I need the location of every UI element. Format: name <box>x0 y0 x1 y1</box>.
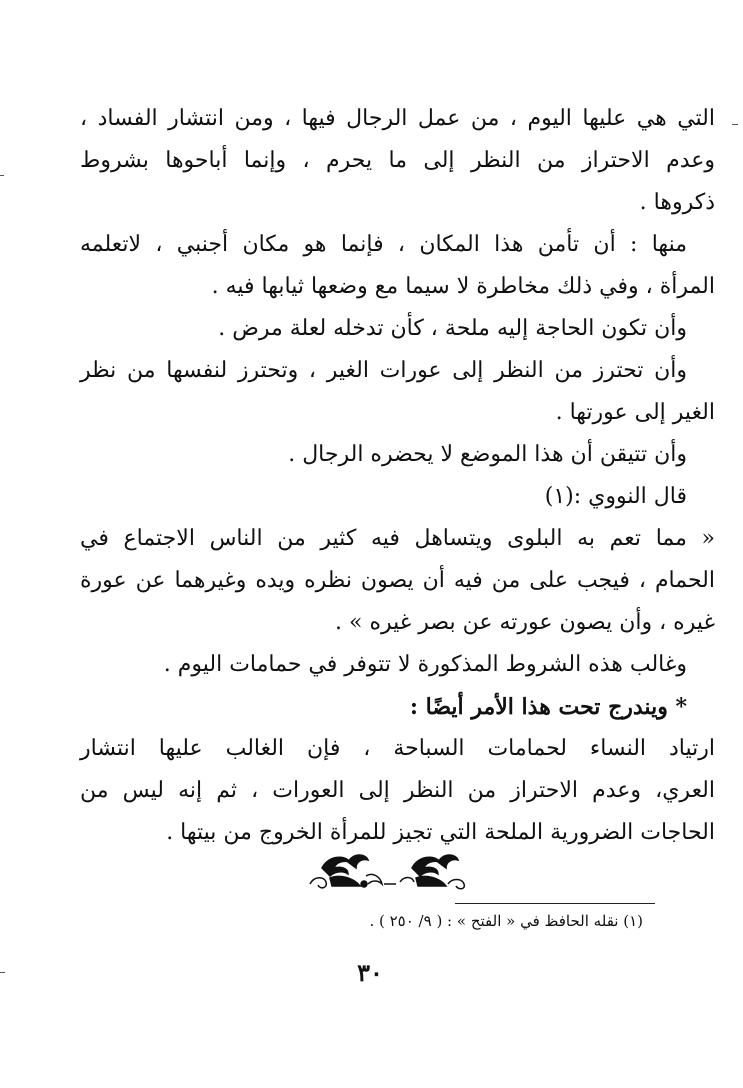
text-line: المرأة ، وفي ذلك مخاطرة لا سيما مع وضعها ثيابها فيه . <box>211 274 715 299</box>
quote-line: الحمام ، فيجب على من فيه أن يصون نظره ويده وغيرهما عن عورة <box>80 568 715 593</box>
text-line: وأن تكون الحاجة إليه ملحة ، كأن تدخله لعلة مرض . <box>218 316 687 341</box>
margin-mark <box>0 972 5 973</box>
quote-line: غيره ، وأن يصون عورته عن بصر غيره » . <box>335 610 715 635</box>
text-line: ارتياد النساء لحمامات السباحة ، فإن الغالب عليها انتشار <box>80 736 715 761</box>
text-line: ذكروها . <box>639 190 715 215</box>
text-line: التي هي عليها اليوم ، من عمل الرجال فيها ، ومن انتشار الفساد ، <box>80 106 715 131</box>
text-line: وأن تتيقن أن هذا الموضع لا يحضره الرجال . <box>288 442 687 467</box>
text-line: وغالب هذه الشروط المذكورة لا تتوفر في حمامات اليوم . <box>163 652 687 677</box>
footnote-divider <box>455 903 655 904</box>
text-line: وعدم الاحتراز من النظر إلى ما يحرم ، وإنما أباحوها بشروط <box>80 148 715 173</box>
text-line: وأن تحترز من النظر إلى عورات الغير ، وتحترز لنفسها من نظر <box>80 358 687 383</box>
footnote: (١) نقله الحافظ في « الفتح » : ( ٩/ ٢٥٠ ) . <box>369 912 643 930</box>
text-line: الحاجات الضرورية الملحة التي تجيز للمرأة الخروج من بيتها . <box>166 820 715 845</box>
quote-line: « مما تعم به البلوى ويتساهل فيه كثير من الناس الاجتماع في <box>80 526 715 551</box>
section-heading: * ويندرج تحت هذا الأمر أيضًا : <box>409 694 687 720</box>
body-text <box>80 98 715 854</box>
text-line: قال النووي :(١) <box>544 484 687 509</box>
margin-mark <box>732 124 738 125</box>
text-line: منها : أن تأمن هذا المكان ، فإنما هو مكان أجنبي ، لاتعلمه <box>80 232 687 257</box>
text-line: العري، وعدم الاحتراز من النظر إلى العورات ، ثم إنه ليس من <box>80 778 715 803</box>
decorative-flourish-icon <box>300 848 475 892</box>
page-number: ٣٠ <box>357 958 383 987</box>
margin-mark <box>0 175 4 176</box>
text-line: الغير إلى عورتها . <box>555 400 715 425</box>
